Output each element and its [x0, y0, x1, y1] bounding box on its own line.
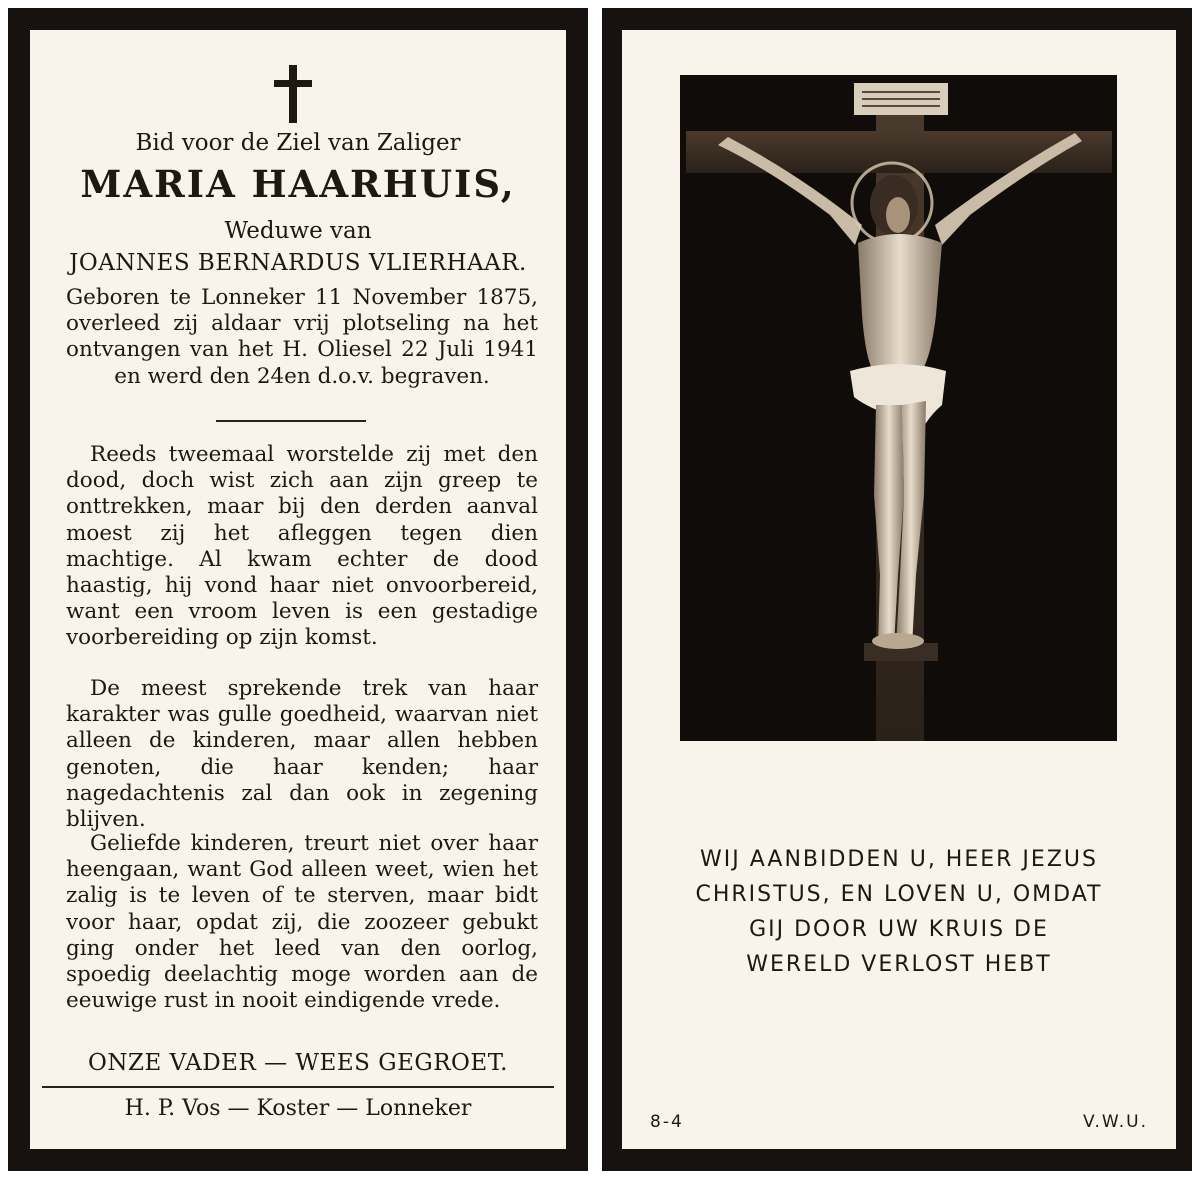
card-paper-right [622, 30, 1176, 1149]
birth-death-text: Geboren te Lonneker 11 November 1875, overleed zij aldaar vrij plotseling na het ontvangen van het H. Oliesel 22 Juli 1941 en werd den 24en d.o.v. begraven. [66, 285, 538, 389]
paragraph-children: Geliefde kinderen, treurt niet over haar heengaan, want God alleen weet, wien het zalig is te leven of te sterven, maar bidt voor haar, opdat zij, die zoozeer gebukt ging onder het leed van den oorlog, spoedig deelachtig moge worden aan de eeuwige rust in nooit eindigende vrede. [66, 831, 538, 1014]
crucifix-image [680, 75, 1117, 741]
prayer-caption [622, 842, 1176, 982]
widow-of-label: Weduwe van [224, 218, 372, 244]
husband-name: JOANNES BERNARDUS VLIERHAAR. [69, 250, 527, 276]
prayer-intro: Bid voor de Ziel van Zaliger [135, 130, 461, 156]
paragraph-character: De meest sprekende trek van haar karakter was gulle goedheid, waarvan niet alleen de kinderen, maar allen hebben genoten, die haar kenden; haar nagedachtenis zal dan ook in zegening blijven. [66, 676, 538, 833]
caption-line: WERELD VERLOST HEBT [746, 952, 1052, 977]
print-code-right: V.W.U. [1083, 1112, 1148, 1132]
prayers-line: ONZE VADER — WEES GEGROET. [88, 1050, 508, 1076]
latin-cross-icon [274, 65, 312, 123]
deceased-name: MARIA HAARHUIS, [80, 162, 516, 206]
caption-line: CHRISTUS, EN LOVEN U, OMDAT [695, 882, 1103, 907]
print-code-left: 8-4 [650, 1112, 684, 1132]
divider-short [216, 420, 366, 422]
memorial-card-picture [602, 8, 1192, 1171]
caption-line: GIJ DOOR UW KRUIS DE [749, 917, 1049, 942]
printer-line: H. P. Vos — Koster — Lonneker [124, 1096, 472, 1121]
paragraph-death: Reeds tweemaal worstelde zij met den dood, doch wist zich aan zijn greep te onttrekken, maar bij den derden aanval moest zij het afleggen tegen dien machtige. Al kwam echter de dood haastig, hij vond haar niet onvoorbereid, want een vroom leven is een gestadige voorbereiding op zijn komst. [66, 442, 538, 651]
card-paper-left [30, 30, 566, 1149]
caption-line: WIJ AANBIDDEN U, HEER JEZUS [700, 847, 1098, 872]
memorial-card-text [8, 8, 588, 1171]
divider-long [42, 1086, 554, 1088]
